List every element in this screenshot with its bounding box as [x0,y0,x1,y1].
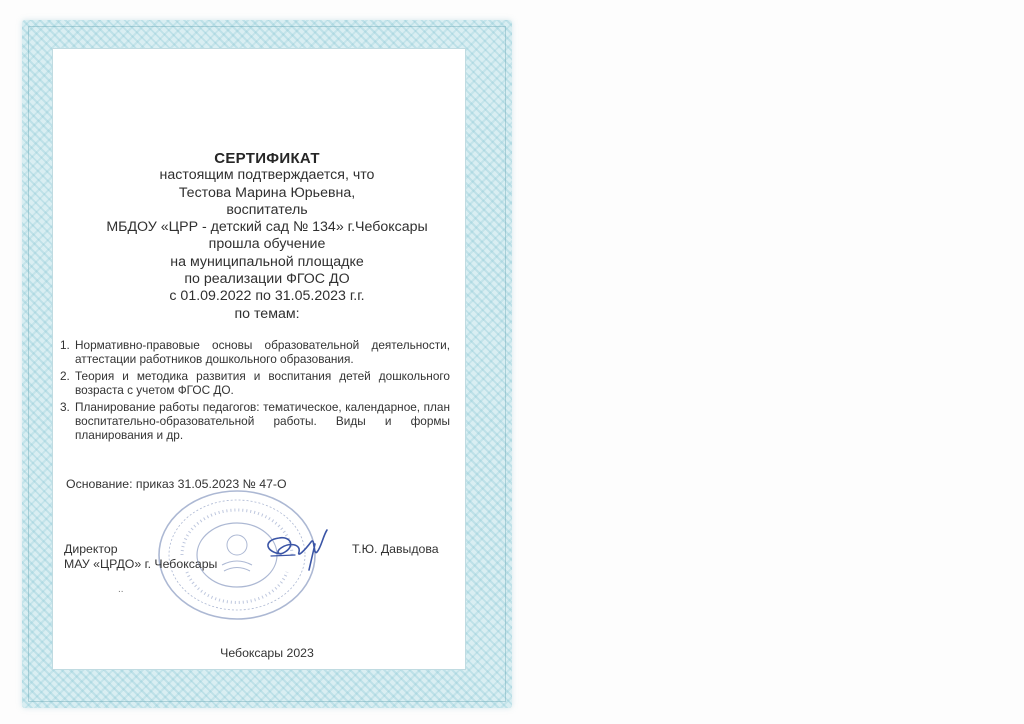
training-line: прошла обучение [208,236,326,253]
recipient-name: Тестова Марина Юрьевна, [178,184,356,201]
period-line: с 01.09.2022 по 31.05.2023 г.г. [169,288,365,305]
topic-number: 2. [60,369,70,383]
recipient-organization: МБДОУ «ЦРР - детский сад № 134» г.Чебоксары [106,219,428,236]
signature-icon [255,522,335,577]
program-line: по реализации ФГОС ДО [184,271,350,288]
topic-text: Теория и методика развития и воспитания детей дошкольного возраста с учетом ФГОС ДО. [75,369,450,397]
platform-line: на муниципальной площадке [170,253,364,270]
topic-text: Планирование работы педагогов: тематическое, календарное, план воспитательно-образовательной работы. Виды и формы планирования и др. [75,400,450,442]
director-block [64,542,217,572]
topic-text: Нормативно-правовые основы образовательной деятельности, аттестации работников дошкольного образования. [75,338,450,366]
certificate-header [52,150,482,323]
director-organization: МАУ «ЦРДО» г. Чебоксары [64,557,218,571]
topics-heading: по темам: [234,305,300,322]
topic-item [58,369,450,397]
basis-order: Основание: приказ 31.05.2023 № 47-О [66,477,287,491]
recipient-position: воспитатель [226,201,308,218]
topic-number: 1. [60,338,70,352]
topic-item [58,338,450,366]
footer-city-year: Чебоксары 2023 [220,646,314,660]
signatory-name: Т.Ю. Давыдова [352,542,439,556]
confirmation-line: настоящим подтверждается, что [159,167,375,184]
scan-speck: .. [118,584,124,595]
director-title: Директор [64,542,118,556]
certificate-title: СЕРТИФИКАТ [214,150,320,167]
topic-item [58,400,450,442]
topics-list [58,338,450,445]
topic-number: 3. [60,400,70,414]
